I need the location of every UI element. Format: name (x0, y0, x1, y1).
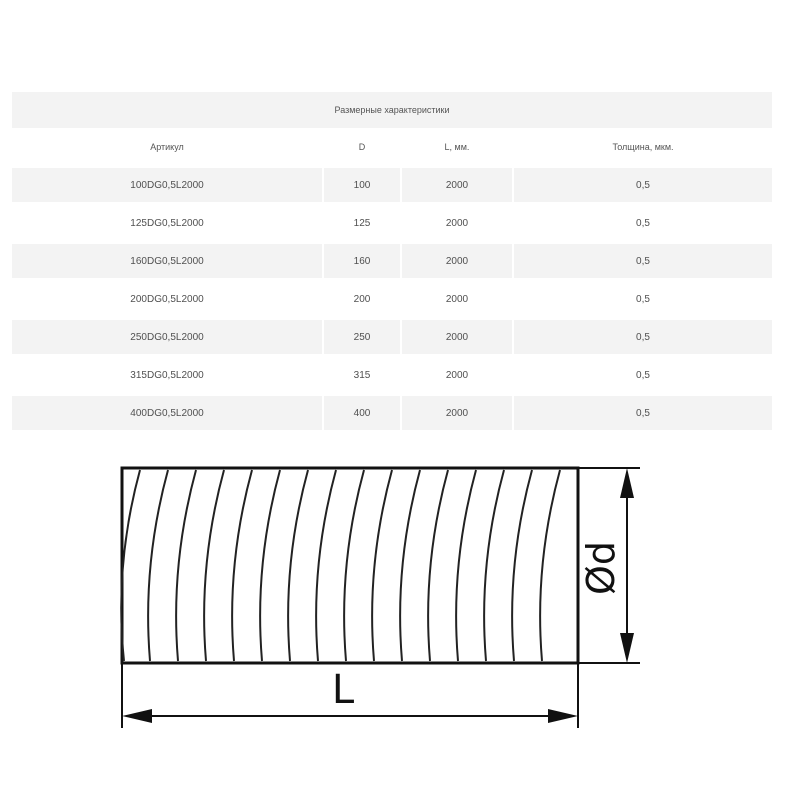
corrugation-line (344, 470, 364, 661)
table-caption: Размерные характеристики (12, 92, 772, 128)
cell-thickness: 0,5 (514, 320, 772, 354)
corrugation-line (400, 470, 420, 661)
corrugation-line (540, 470, 560, 661)
diameter-label: Ød (579, 540, 623, 596)
cell-length: 2000 (445, 217, 469, 229)
cell-length: 2000 (402, 244, 512, 278)
corrugation-line (484, 470, 504, 661)
cell-article: 315DG0,5L2000 (130, 369, 204, 381)
cell-diameter: 400 (324, 396, 400, 430)
spec-table (12, 92, 772, 432)
table-row (12, 204, 772, 242)
corrugation-line (148, 470, 168, 661)
duct-body (121, 468, 578, 663)
header-thickness: Толщина, мкм. (612, 142, 674, 152)
corrugation-line (456, 470, 476, 661)
arrow-up-icon (620, 468, 634, 498)
cell-thickness: 0,5 (514, 168, 772, 202)
header-article: Артикул (150, 142, 184, 152)
cell-thickness: 0,5 (514, 396, 772, 430)
table-row (12, 394, 772, 432)
header-length: L, мм. (444, 142, 470, 152)
cell-diameter: 250 (324, 320, 400, 354)
table-header-row (12, 128, 772, 166)
cell-diameter: 315 (353, 369, 371, 381)
cell-length: 2000 (445, 293, 469, 305)
table-row (12, 242, 772, 280)
cell-thickness: 0,5 (636, 217, 650, 229)
length-dimension (122, 663, 578, 728)
cell-length: 2000 (402, 320, 512, 354)
cell-diameter: 160 (324, 244, 400, 278)
cell-diameter: 125 (353, 217, 371, 229)
arrow-right-icon (548, 709, 578, 723)
cell-article: 125DG0,5L2000 (130, 217, 204, 229)
arrow-down-icon (620, 633, 634, 663)
corrugation-line (512, 470, 532, 661)
cell-article: 250DG0,5L2000 (12, 320, 322, 354)
table-row (12, 280, 772, 318)
cell-diameter: 200 (353, 293, 371, 305)
corrugation-line (204, 470, 224, 661)
cell-length: 2000 (445, 369, 469, 381)
table-row (12, 356, 772, 394)
cell-article: 160DG0,5L2000 (12, 244, 322, 278)
cell-thickness: 0,5 (514, 244, 772, 278)
corrugation-line (232, 470, 252, 661)
corrugation-line (121, 470, 140, 661)
table-row (12, 166, 772, 204)
cell-article: 100DG0,5L2000 (12, 168, 322, 202)
corrugation-line (428, 470, 448, 661)
cell-article: 400DG0,5L2000 (12, 396, 322, 430)
cell-thickness: 0,5 (636, 293, 650, 305)
cell-thickness: 0,5 (636, 369, 650, 381)
cell-length: 2000 (402, 396, 512, 430)
diameter-dimension (578, 468, 640, 663)
corrugation-line (372, 470, 392, 661)
cell-diameter: 100 (324, 168, 400, 202)
corrugation-line (316, 470, 336, 661)
corrugation-line (260, 470, 280, 661)
corrugation-line (176, 470, 196, 661)
header-diameter: D (358, 142, 366, 152)
cell-article: 200DG0,5L2000 (130, 293, 204, 305)
duct-corrugations (121, 470, 560, 661)
length-label: L (331, 667, 355, 713)
arrow-left-icon (122, 709, 152, 723)
table-row (12, 318, 772, 356)
corrugation-line (288, 470, 308, 661)
cell-length: 2000 (402, 168, 512, 202)
